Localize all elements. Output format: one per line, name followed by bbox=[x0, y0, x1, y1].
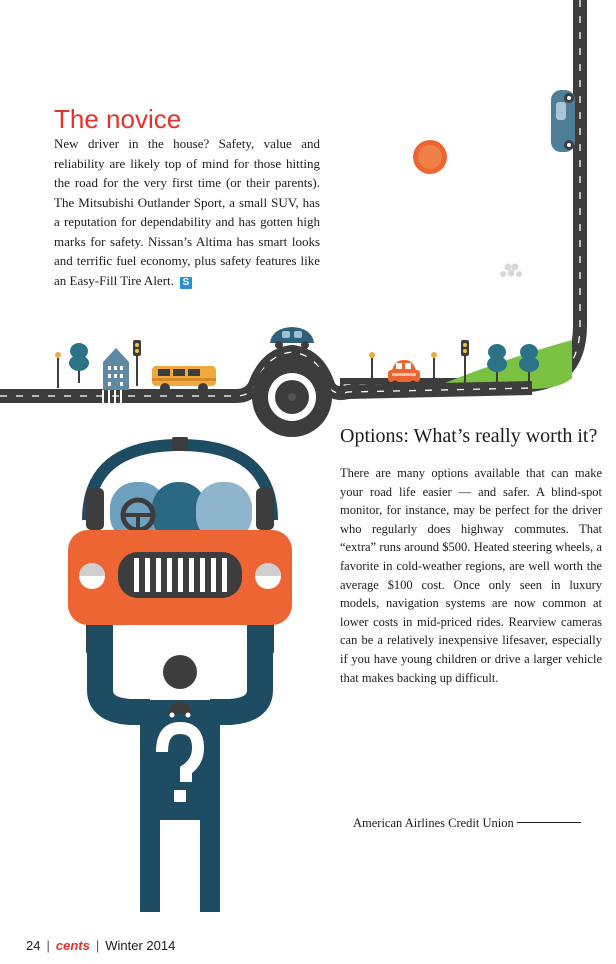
options-body: There are many options available that can make your road life easier — and safer. A blind-spot monitor, for instance, may be perfect for the driver who regularly does highway commutes. That “extra” runs around $500. Heated steering wheels, a favorite in cold-weather regions, are well worth the average $100 cost. Once only seen in luxury models, navigation systems are now common at lower costs in mid-priced rides. Rearview cameras can be a relatively inexpensive lifesaver, especially if you have young children or drive a larger vehicle that makes backing up difficult. bbox=[340, 466, 602, 685]
magazine-name: cents bbox=[55, 938, 90, 953]
sun-icon bbox=[413, 140, 447, 174]
footer-separator: | bbox=[95, 938, 100, 953]
options-heading: Options: What’s really worth it? bbox=[340, 425, 598, 447]
issue-date: Winter 2014 bbox=[105, 938, 176, 953]
novice-body-text: New driver in the house? Safety, value and reliability are likely top of mind for those hitting the road for the very first time (or their parents). The Mitsubishi Outlander Sport, a small SUV, has a reputation for dependability and has gotten high marks for safety. Nissan’s Altima has smart looks and terrific fuel economy, plus safety features like an Easy-Fill Tire Alert. bbox=[54, 136, 320, 288]
novice-heading: The novice bbox=[54, 104, 182, 134]
cloud-icon bbox=[500, 264, 522, 278]
novice-body bbox=[54, 134, 320, 290]
sponsor-credit-text: American Airlines Credit Union bbox=[353, 816, 514, 830]
page-number: 24 bbox=[26, 938, 41, 953]
vertical-road-car-icon bbox=[551, 90, 575, 152]
taxi-icon bbox=[152, 366, 216, 393]
house-icon bbox=[103, 348, 129, 390]
credit-rule bbox=[517, 822, 581, 823]
road-loop-tire bbox=[252, 357, 332, 437]
page-footer bbox=[26, 937, 175, 955]
figure-holding-car bbox=[68, 437, 292, 912]
sponsor-credit bbox=[353, 814, 581, 832]
section-end-mark: S bbox=[180, 277, 192, 289]
footer-separator: | bbox=[46, 938, 50, 953]
vertical-road bbox=[340, 0, 580, 385]
